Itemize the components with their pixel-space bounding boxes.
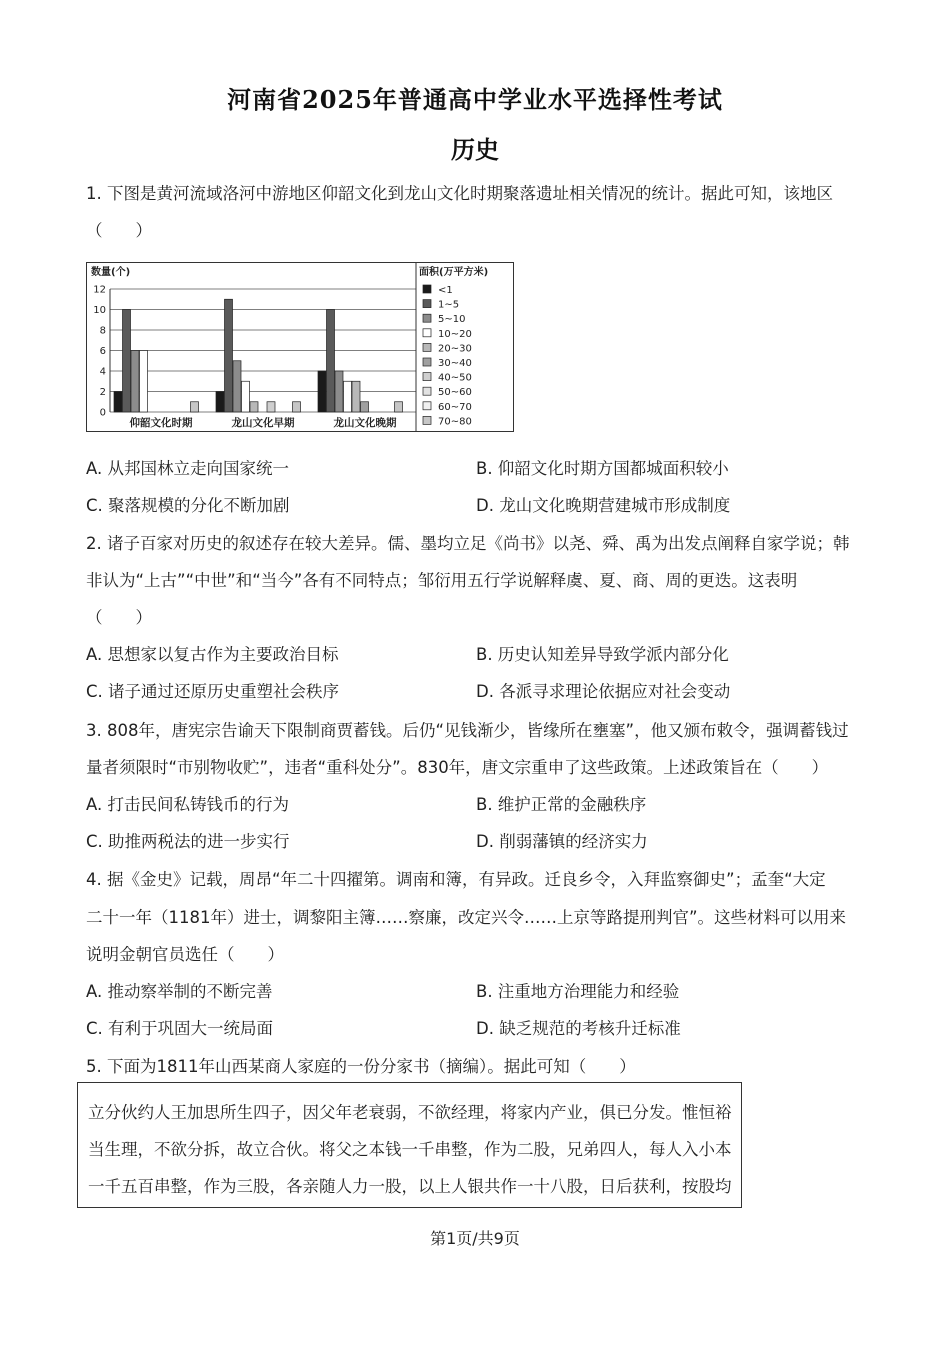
question-5-line-1: 5. 下面为1811年山西某商人家庭的一份分家书（摘编）。据此可知（ ） — [86, 1057, 636, 1076]
legend-swatch — [423, 329, 431, 337]
y-tick-label: 0 — [99, 407, 106, 419]
page-footer: 第1页/共9页 — [430, 1229, 520, 1248]
bar — [361, 402, 369, 412]
legend-swatch — [423, 416, 431, 424]
legend-swatch — [423, 402, 431, 410]
bar — [233, 361, 241, 412]
bar — [123, 310, 131, 413]
y-tick-label: 6 — [99, 346, 106, 357]
q4-option-d[interactable]: D. 缺乏规范的考核升迁标准 — [476, 1019, 681, 1038]
legend-label: 70~80 — [438, 416, 472, 428]
bar — [352, 381, 360, 412]
legend-label: 5~10 — [438, 314, 466, 326]
question-1-line-1: 1. 下图是黄河流域洛河中游地区仰韶文化到龙山文化时期聚落遗址相关情况的统计。据此可知，该地区 — [86, 184, 833, 203]
legend-swatch — [423, 373, 431, 381]
q3-option-a[interactable]: A. 打击民间私铸钱币的行为 — [86, 795, 289, 814]
legend-label: 50~60 — [438, 387, 472, 399]
bar — [114, 392, 122, 413]
exam-title: 河南省2025年普通高中学业水平选择性考试 — [227, 85, 723, 114]
bar — [344, 381, 352, 412]
bar — [225, 299, 233, 412]
legend-label: 40~50 — [438, 372, 472, 384]
subject-title: 历史 — [451, 135, 499, 164]
bar — [191, 402, 199, 412]
legend-label: 60~70 — [438, 401, 472, 413]
legend-swatch — [423, 343, 431, 351]
question-3-line-1: 3. 808年，唐宪宗告谕天下限制商贾蓄钱。后仍“见钱渐少，皆缘所在壅塞”，他又颁布敕令，强调蓄钱过 — [86, 721, 849, 740]
question-2-line-1: 2. 诸子百家对历史的叙述存在较大差异。儒、墨均立足《尚书》以尧、舜、禹为出发点阐释自家学说；韩 — [86, 534, 850, 553]
bar — [140, 351, 148, 413]
q2-option-b[interactable]: B. 历史认知差异导致学派内部分化 — [476, 645, 729, 664]
bar — [267, 402, 275, 412]
x-tick-label: 仰韶文化时期 — [129, 417, 193, 429]
legend-title: 面积(万平方米) — [419, 267, 489, 278]
legend-label: 30~40 — [438, 358, 472, 369]
question-1-line-2: （ ） — [86, 221, 152, 240]
question-2-line-2: 非认为“上古”“中世”和“当今”各有不同特点；邹衍用五行学说解释虞、夏、商、周的更迭。这表明 — [86, 571, 798, 590]
legend-swatch — [423, 358, 431, 366]
x-tick-label: 龙山文化早期 — [231, 417, 295, 429]
q2-option-d[interactable]: D. 各派寻求理论依据应对社会变动 — [476, 682, 731, 701]
legend-label: 20~30 — [438, 343, 472, 355]
bar — [327, 310, 335, 413]
legend-swatch — [423, 285, 431, 293]
y-tick-label: 8 — [99, 325, 106, 337]
y-tick-label: 4 — [99, 366, 106, 378]
y-tick-label: 10 — [93, 305, 106, 316]
bar — [318, 371, 326, 412]
excerpt-line-1: 立分伙约人王加思所生四子，因父年老衰弱，不欲经理，将家内产业，俱已分发。惟恒裕 — [88, 1103, 732, 1122]
q3-option-c[interactable]: C. 助推两税法的进一步实行 — [86, 832, 290, 851]
bar — [395, 402, 403, 412]
y-tick-label: 2 — [99, 387, 106, 398]
q2-option-a[interactable]: A. 思想家以复古作为主要政治目标 — [86, 645, 339, 664]
question-4-line-3: 说明金朝官员选任（ ） — [86, 945, 284, 964]
legend-label: <1 — [438, 285, 453, 296]
legend-swatch — [423, 314, 431, 322]
q1-option-b[interactable]: B. 仰韶文化时期方国都城面积较小 — [476, 459, 729, 478]
q1-option-c[interactable]: C. 聚落规模的分化不断加剧 — [86, 496, 290, 515]
question-4-line-2: 二十一年（1181年）进士，调黎阳主簿……察廉，改定兴令……上京等路提刑判官”。这些材料可以用来 — [86, 908, 847, 927]
x-tick-label: 龙山文化晚期 — [333, 417, 397, 429]
question-2-line-3: （ ） — [86, 608, 152, 627]
legend-label: 10~20 — [438, 328, 472, 340]
legend-label: 1~5 — [438, 299, 460, 311]
q1-option-d[interactable]: D. 龙山文化晚期营建城市形成制度 — [476, 496, 731, 515]
q1-option-a[interactable]: A. 从邦国林立走向国家统一 — [86, 459, 289, 478]
bar — [216, 392, 224, 413]
q4-option-b[interactable]: B. 注重地方治理能力和经验 — [476, 982, 680, 1001]
bar — [293, 402, 301, 412]
excerpt-line-2: 当生理，不欲分拆，故立合伙。将父之本钱一千串整，作为二股，兄弟四人，每人入小本 — [88, 1140, 732, 1159]
q4-option-a[interactable]: A. 推动察举制的不断完善 — [86, 982, 273, 1001]
q2-option-c[interactable]: C. 诸子通过还原历史重塑社会秩序 — [86, 682, 340, 701]
q4-option-c[interactable]: C. 有利于巩固大一统局面 — [86, 1019, 274, 1038]
bar — [250, 402, 258, 412]
excerpt-line-3: 一千五百串整，作为三股，各亲随人力一股，以上人银共作一十八股，日后获利，按股均 — [88, 1177, 732, 1196]
question-3-line-2: 量者须限时“市别物收贮”，违者“重科处分”。830年，唐文宗重申了这些政策。上述政策旨在（ ） — [86, 758, 829, 777]
chart-ylabel: 数量(个) — [91, 267, 131, 278]
settlement-bar-chart — [86, 262, 514, 432]
question-4-line-1: 4. 据《金史》记载，周昂“年二十四擢第。调南和簿，有异政。迁良乡令，入拜监察御史”；孟奎“大定 — [86, 870, 826, 889]
q3-option-b[interactable]: B. 维护正常的金融秩序 — [476, 795, 647, 814]
bar — [131, 351, 139, 413]
q3-option-d[interactable]: D. 削弱藩镇的经济实力 — [476, 832, 648, 851]
bar — [242, 381, 250, 412]
legend-swatch — [423, 300, 431, 308]
y-tick-label: 12 — [93, 284, 106, 296]
excerpt-box — [77, 1082, 742, 1208]
legend-swatch — [423, 387, 431, 395]
bar — [335, 371, 343, 412]
